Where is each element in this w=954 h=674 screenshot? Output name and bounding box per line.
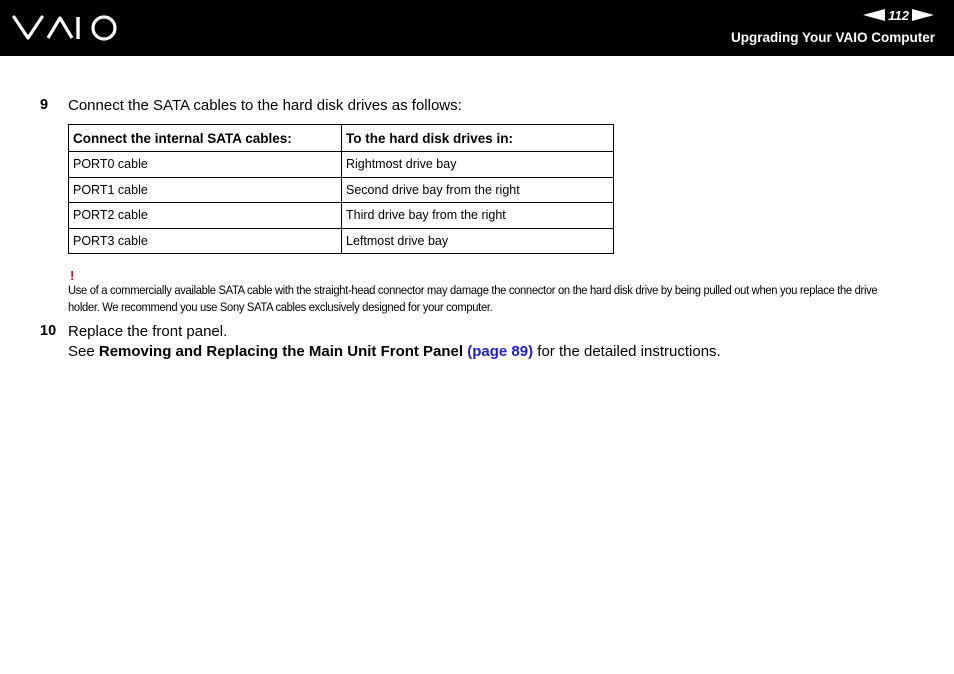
table-cell: PORT2 cable [69, 203, 342, 229]
table-row [69, 152, 614, 178]
column-header: To the hard disk drives in: [342, 125, 614, 152]
see-label: See [68, 343, 95, 360]
table-header-row [69, 125, 614, 152]
warning-note: Use of a commercially available SATA cable with the straight-head connector may damage the connector on the hard disk drive by being pulled out when you replace the drive holder. We recommend you use Sony SATA cables exclusively designed for your computer. [68, 283, 878, 314]
table-cell: Leftmost drive bay [342, 228, 614, 254]
column-header: Connect the internal SATA cables: [69, 125, 342, 152]
section-title: Upgrading Your VAIO Computer [730, 30, 935, 45]
table-cell: Third drive bay from the right [342, 203, 614, 229]
vaio-logo [12, 14, 120, 42]
step-number-10: 10 [40, 323, 57, 339]
table-row [69, 228, 614, 254]
table-cell: PORT0 cable [69, 152, 342, 178]
step-10-reference [68, 342, 721, 362]
table-cell: PORT3 cable [69, 228, 342, 254]
page-number: 112 [888, 7, 909, 23]
page-navigator [863, 7, 934, 23]
table-cell: PORT1 cable [69, 177, 342, 203]
reference-tail: for the detailed instructions. [537, 343, 721, 360]
table-row [69, 203, 614, 229]
table-cell: Rightmost drive bay [342, 152, 614, 178]
page-link[interactable]: (page 89) [467, 343, 534, 360]
step-number-9: 9 [40, 97, 49, 113]
table-cell: Second drive bay from the right [342, 177, 614, 203]
sata-cable-table [68, 124, 614, 254]
table-row [69, 177, 614, 203]
step-9-text: Connect the SATA cables to the hard disk drives as follows: [68, 97, 462, 114]
triangle-right-icon[interactable] [912, 9, 934, 21]
reference-title: Removing and Replacing the Main Unit Front Panel [98, 343, 464, 360]
page-header [0, 0, 954, 56]
warning-icon: ! [70, 268, 75, 283]
triangle-left-icon[interactable] [863, 9, 885, 21]
step-10-text: Replace the front panel. [68, 323, 228, 340]
